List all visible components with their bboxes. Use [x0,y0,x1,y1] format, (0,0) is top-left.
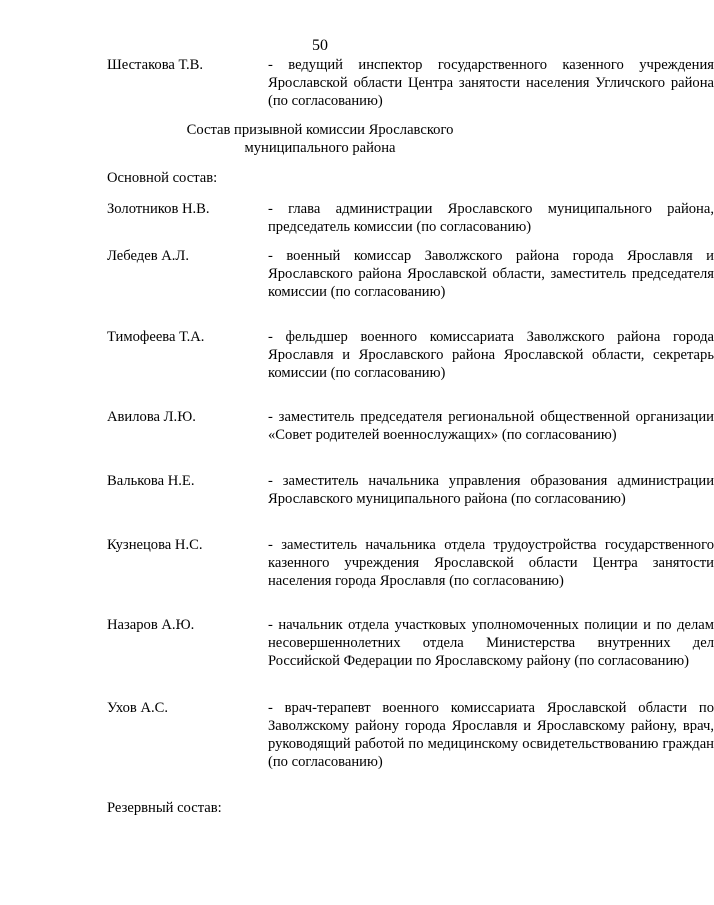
main-composition-label: Основной состав: [107,170,218,186]
member-name: Тимофеева Т.А. [107,329,205,345]
member-role: - заместитель председателя региональной общественной организации «Совет родителей военнослужащих» (по согласованию) [268,409,714,443]
member-role: - военный комиссар Заволжского района города Ярославля и Ярославского района Ярославской области, заместитель председателя комиссии (по согласованию) [268,248,714,300]
member-role: - заместитель начальника отдела трудоустройства государственного казенного учреждения Ярославской области Центра занятости населения города Ярославля (по согласованию) [268,537,714,589]
section-heading-line1: Состав призывной комиссии Ярославского [186,122,454,138]
member-role: - начальник отдела участковых уполномоченных полиции и по делам несовершеннолетних отдела Министерства внутренних дел Российской Федерации по Ярославскому району (по согласованию) [268,617,714,669]
member-name: Авилова Л.Ю. [107,409,196,425]
member-name: Золотников Н.В. [107,201,210,217]
member-name: Ухов А.С. [107,700,169,716]
member-name: Шестакова Т.В. [107,57,204,73]
member-name: Валькова Н.Е. [107,473,195,489]
member-name: Кузнецова Н.С. [107,537,203,553]
member-role: - врач-терапевт военного комиссариата Ярославской области по Заволжскому району города Ярославля и Ярославскому району, врач, руководящий работой по медицинскому освидетельствованию граждан (по согласованию) [268,700,714,770]
member-role: - ведущий инспектор государственного казенного учреждения Ярославской области Центра занятости населения Угличского района (по согласованию) [268,57,714,109]
member-role: - заместитель начальника управления образования администрации Ярославского муниципального района (по согласованию) [268,473,714,507]
member-role: - фельдшер военного комиссариата Заволжского района города Ярославля и Ярославского района Ярославской области, секретарь комиссии (по согласованию) [268,329,714,381]
member-name: Лебедев А.Л. [107,248,189,264]
member-name: Назаров А.Ю. [107,617,195,633]
reserve-composition-label: Резервный состав: [107,800,222,816]
page-number: 50 [312,37,328,54]
member-role: - глава администрации Ярославского муниципального района, председатель комиссии (по согласованию) [268,201,714,235]
section-heading-line2: муниципального района [244,140,396,156]
